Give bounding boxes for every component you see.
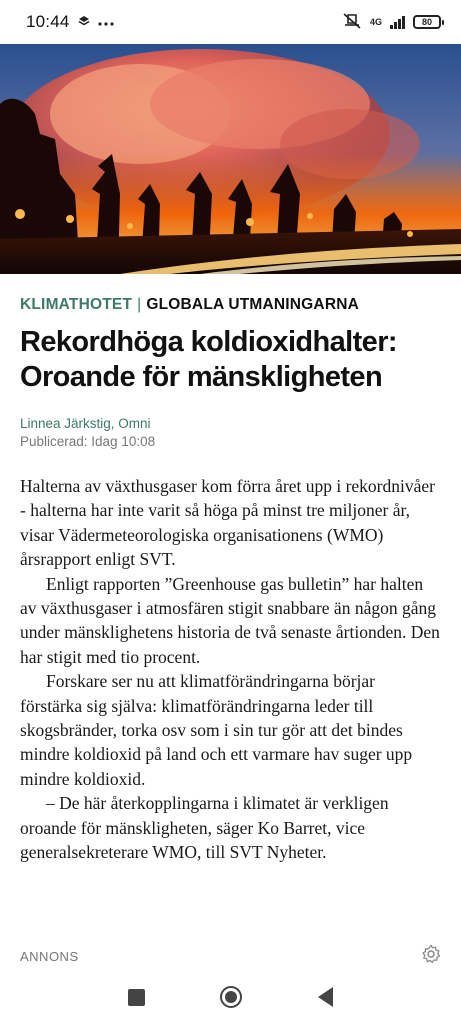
recents-button[interactable] xyxy=(128,989,145,1006)
article-headline: Rekordhöga koldioxidhalter: Oroande för mänskligheten xyxy=(20,326,397,393)
clock: 10:44 xyxy=(26,12,70,31)
more-dots-icon xyxy=(98,12,114,32)
article-paragraph: – De här återkopplingarna i klimatet är verkligen oroande för mänskligheten, säger Ko Barret, vice generalsekreterare WMO, till SVT Nyheter. xyxy=(20,793,389,863)
status-left xyxy=(26,12,114,32)
back-button[interactable] xyxy=(318,987,333,1007)
category-link[interactable]: KLIMATHOTET xyxy=(20,296,133,313)
network-label: 4G xyxy=(369,16,382,27)
article xyxy=(0,274,461,865)
signal-icon xyxy=(390,15,405,29)
published-date: Publicerad: Idag 10:08 xyxy=(20,434,156,449)
kicker-separator: | xyxy=(137,296,142,313)
layers-icon xyxy=(78,12,90,32)
home-dot-icon xyxy=(225,991,237,1003)
ad-row xyxy=(20,945,441,967)
home-button[interactable] xyxy=(220,986,242,1008)
mute-icon xyxy=(342,13,362,32)
status-right xyxy=(342,13,441,32)
article-kicker xyxy=(20,296,441,314)
article-body xyxy=(20,474,441,865)
series-link[interactable]: GLOBALA UTMANINGARNA xyxy=(146,296,360,313)
settings-gear-icon[interactable] xyxy=(421,944,441,969)
battery-icon xyxy=(413,15,441,29)
article-paragraph: Forskare ser nu att klimatförändringarna börjar förstärka sig själva: klimatförändringarna leder till skogsbränder, torka osv som i sin tur gör att det bindes mindre koldioxid på land och ett varmare hav suger upp mindre koldioxid. xyxy=(20,671,413,789)
system-nav-bar xyxy=(0,970,461,1024)
status-bar xyxy=(0,0,461,44)
author-link[interactable]: Linnea Järkstig, Omni xyxy=(20,416,151,431)
network-type xyxy=(370,18,382,27)
hero-image xyxy=(0,44,461,274)
article-paragraph: Halterna av växthusgaser kom förra året upp i rekordnivåer - halterna har inte varit så höga på minst tre miljoner år, visar Vädermeteorologiska organisationens (WMO) årsrapport enligt SVT. xyxy=(20,476,435,570)
ad-label: ANNONS xyxy=(20,948,79,964)
article-paragraph: Enligt rapporten ”Greenhouse gas bulletin” har halten av växthusgaser i atmosfären stigit snabbare än någon gång under mänsklighetens historia de två senaste årtionden. Den har stigit med tio procent. xyxy=(20,573,440,667)
battery-level: 80 xyxy=(421,17,432,27)
